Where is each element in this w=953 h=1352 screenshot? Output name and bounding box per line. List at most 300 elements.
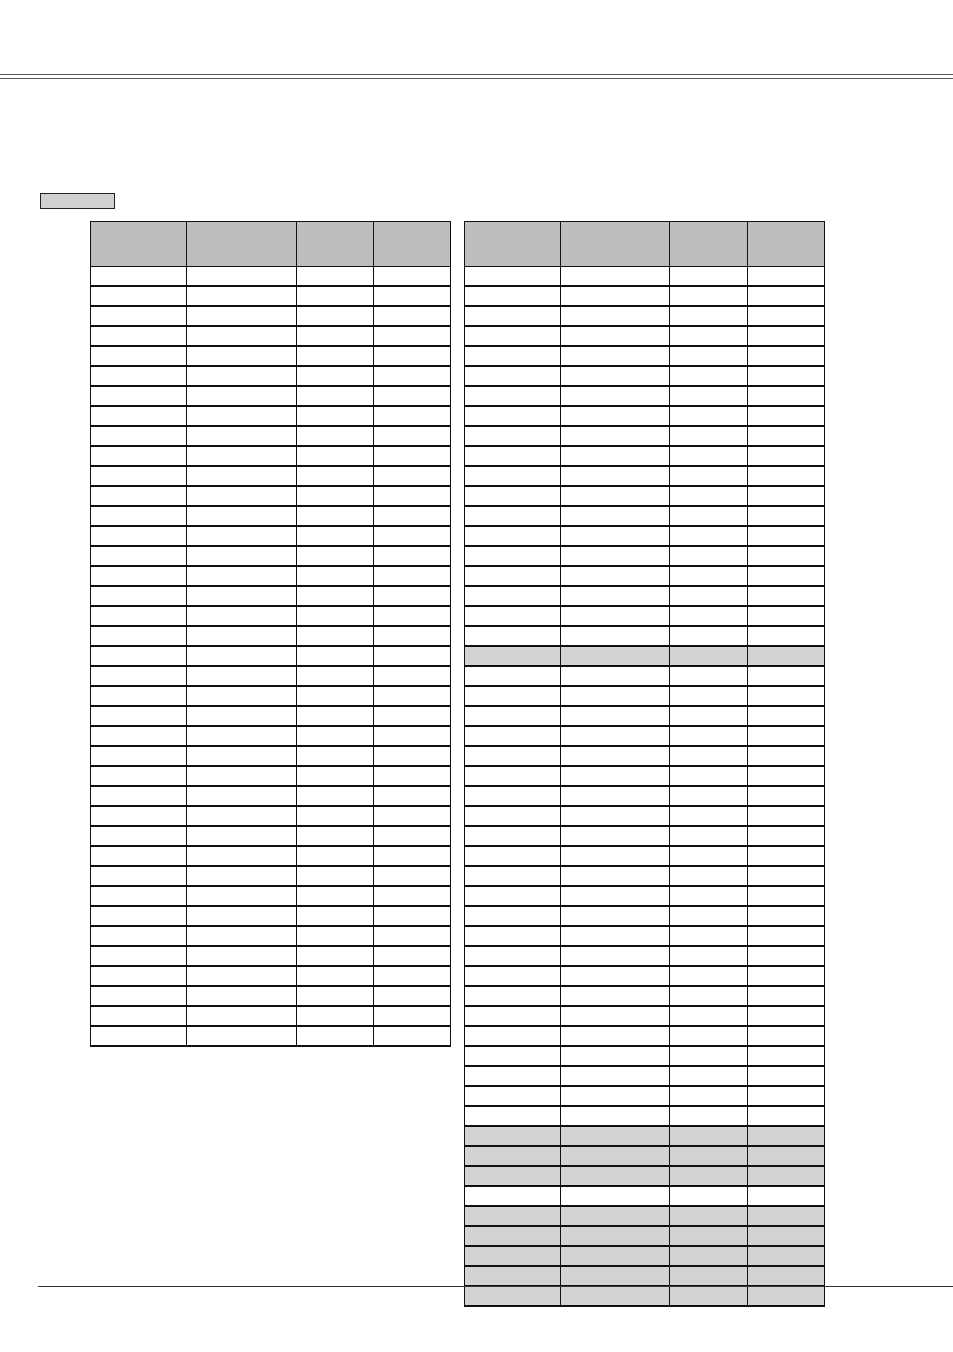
right-table-cell <box>748 906 825 926</box>
right-table-cell <box>670 706 748 726</box>
right-table-cell <box>748 286 825 306</box>
right-table-cell <box>670 1026 748 1046</box>
right-table-cell <box>748 1126 825 1146</box>
left-table-cell <box>297 886 374 906</box>
left-table-cell <box>187 326 297 346</box>
right-table-header <box>465 222 825 267</box>
right-table-row <box>465 1246 825 1266</box>
left-table-cell <box>297 1006 374 1026</box>
right-table-cell <box>748 606 825 626</box>
right-table-cell <box>561 1246 670 1266</box>
right-table-cell <box>748 406 825 426</box>
right-table-cell <box>465 346 561 366</box>
left-table-cell <box>374 366 451 386</box>
left-table-cell <box>91 366 187 386</box>
right-table-cell <box>670 946 748 966</box>
right-table-cell <box>465 1086 561 1106</box>
left-table-cell <box>297 966 374 986</box>
right-table-cell <box>670 1206 748 1226</box>
right-table-cell <box>748 446 825 466</box>
right-table-cell <box>670 1226 748 1246</box>
right-table-row <box>465 1266 825 1286</box>
left-table-cell <box>374 706 451 726</box>
right-table-row <box>465 1126 825 1146</box>
right-table-cell <box>748 1086 825 1106</box>
left-table-cell <box>297 866 374 886</box>
right-table-cell <box>561 826 670 846</box>
right-table-cell <box>561 986 670 1006</box>
left-table-row <box>91 366 451 386</box>
right-table-cell <box>670 1166 748 1186</box>
right-table-cell <box>465 1066 561 1086</box>
right-table-cell <box>561 566 670 586</box>
right-table-cell <box>670 466 748 486</box>
left-table-row <box>91 966 451 986</box>
right-table-cell <box>748 1106 825 1126</box>
right-table-cell <box>670 1146 748 1166</box>
left-table-cell <box>297 726 374 746</box>
left-table-cell <box>374 746 451 766</box>
left-table-row <box>91 486 451 506</box>
left-table-row <box>91 986 451 1006</box>
right-table-cell <box>561 686 670 706</box>
right-table <box>464 221 825 1307</box>
right-table-cell <box>561 326 670 346</box>
left-table-cell <box>187 986 297 1006</box>
left-table-cell <box>91 766 187 786</box>
left-table-row <box>91 726 451 746</box>
left-table-cell <box>91 986 187 1006</box>
right-table-cell <box>465 706 561 726</box>
left-table-row <box>91 506 451 526</box>
right-table-row <box>465 1106 825 1126</box>
right-table-cell <box>561 1186 670 1206</box>
left-table-cell <box>187 446 297 466</box>
left-table-cell <box>374 446 451 466</box>
right-header-cell <box>748 222 825 267</box>
left-table-cell <box>91 706 187 726</box>
right-table-cell <box>748 966 825 986</box>
left-table-cell <box>187 826 297 846</box>
right-table-cell <box>670 726 748 746</box>
right-table-cell <box>670 766 748 786</box>
left-table-cell <box>297 546 374 566</box>
right-table-row <box>465 966 825 986</box>
right-table-cell <box>748 267 825 287</box>
right-table-cell <box>561 646 670 666</box>
right-table-cell <box>670 786 748 806</box>
left-table-cell <box>297 926 374 946</box>
left-table-cell <box>187 267 297 287</box>
left-table-cell <box>187 466 297 486</box>
right-table-cell <box>670 826 748 846</box>
right-table-cell <box>465 1246 561 1266</box>
right-table-cell <box>670 606 748 626</box>
left-table-row <box>91 646 451 666</box>
right-table-cell <box>465 546 561 566</box>
right-table-cell <box>748 846 825 866</box>
right-table-cell <box>465 286 561 306</box>
left-table-cell <box>374 506 451 526</box>
right-table-cell <box>670 506 748 526</box>
right-table-cell <box>561 886 670 906</box>
right-table-cell <box>561 526 670 546</box>
left-table-cell <box>374 326 451 346</box>
left-table-cell <box>91 446 187 466</box>
right-table-cell <box>748 566 825 586</box>
left-table-cell <box>297 346 374 366</box>
left-table-cell <box>297 906 374 926</box>
left-table-cell <box>187 646 297 666</box>
left-table-cell <box>374 586 451 606</box>
right-table-cell <box>465 366 561 386</box>
left-table-cell <box>374 626 451 646</box>
right-table-cell <box>748 1046 825 1066</box>
right-table-cell <box>465 446 561 466</box>
left-table-cell <box>374 906 451 926</box>
left-table-row <box>91 926 451 946</box>
right-table-cell <box>561 406 670 426</box>
right-table-cell <box>670 446 748 466</box>
right-table-cell <box>561 746 670 766</box>
right-table-row <box>465 486 825 506</box>
right-table-cell <box>670 1246 748 1266</box>
right-table-cell <box>465 1046 561 1066</box>
right-table-row <box>465 366 825 386</box>
right-table-cell <box>670 626 748 646</box>
right-table-cell <box>561 846 670 866</box>
right-table-cell <box>561 486 670 506</box>
left-table-cell <box>91 926 187 946</box>
right-table-row <box>465 1046 825 1066</box>
left-table-cell <box>91 466 187 486</box>
right-table-cell <box>670 986 748 1006</box>
left-table-cell <box>187 966 297 986</box>
right-table-row <box>465 766 825 786</box>
left-table-cell <box>187 1026 297 1046</box>
left-table-cell <box>187 546 297 566</box>
right-table-cell <box>748 626 825 646</box>
right-table-cell <box>748 1206 825 1226</box>
left-table-cell <box>187 306 297 326</box>
right-table-cell <box>670 906 748 926</box>
header-rule-upper <box>0 74 953 75</box>
left-table-cell <box>374 766 451 786</box>
right-table-cell <box>670 386 748 406</box>
left-table-cell <box>91 386 187 406</box>
right-table-cell <box>670 1106 748 1126</box>
left-table-cell <box>297 686 374 706</box>
right-table-row <box>465 566 825 586</box>
right-table-cell <box>465 686 561 706</box>
left-table-cell <box>91 326 187 346</box>
right-table-cell <box>465 306 561 326</box>
right-table-cell <box>561 786 670 806</box>
right-table-row <box>465 726 825 746</box>
right-table-cell <box>561 666 670 686</box>
right-table-row <box>465 386 825 406</box>
right-table-cell <box>748 1246 825 1266</box>
right-table-row <box>465 1166 825 1186</box>
right-table-cell <box>748 506 825 526</box>
left-table-cell <box>374 686 451 706</box>
right-table-row <box>465 1226 825 1246</box>
left-table-cell <box>297 826 374 846</box>
right-table-row <box>465 1026 825 1046</box>
right-table-cell <box>561 366 670 386</box>
right-table-row <box>465 746 825 766</box>
right-table-cell <box>670 1086 748 1106</box>
left-table-cell <box>187 926 297 946</box>
left-table-row <box>91 526 451 546</box>
right-table-cell <box>465 267 561 287</box>
right-table-row <box>465 926 825 946</box>
left-table-cell <box>91 746 187 766</box>
left-table-cell <box>297 606 374 626</box>
left-header-cell <box>91 222 187 267</box>
left-table-cell <box>297 626 374 646</box>
left-table-cell <box>297 406 374 426</box>
left-table-cell <box>187 666 297 686</box>
left-table-row <box>91 946 451 966</box>
right-table-cell <box>670 1186 748 1206</box>
left-table-cell <box>187 866 297 886</box>
right-table-row <box>465 1206 825 1226</box>
right-table-cell <box>748 666 825 686</box>
left-table-row <box>91 267 451 287</box>
right-table-cell <box>670 306 748 326</box>
right-table-cell <box>465 746 561 766</box>
right-table-cell <box>748 386 825 406</box>
right-table-cell <box>561 466 670 486</box>
right-table-row <box>465 1006 825 1026</box>
right-table-cell <box>748 1266 825 1286</box>
right-table-cell <box>561 346 670 366</box>
right-table-cell <box>748 786 825 806</box>
right-table-row <box>465 666 825 686</box>
right-table-cell <box>465 1266 561 1286</box>
right-table-row <box>465 326 825 346</box>
left-table-cell <box>297 446 374 466</box>
right-table-cell <box>748 1146 825 1166</box>
left-table-row <box>91 686 451 706</box>
right-table-cell <box>670 267 748 287</box>
right-table-row <box>465 1186 825 1206</box>
right-table-cell <box>670 846 748 866</box>
right-table-cell <box>748 806 825 826</box>
right-table-row <box>465 686 825 706</box>
left-table-row <box>91 286 451 306</box>
left-table-cell <box>374 606 451 626</box>
right-table-cell <box>561 1066 670 1086</box>
right-table-cell <box>670 746 748 766</box>
left-table-row <box>91 1006 451 1026</box>
left-table-cell <box>297 846 374 866</box>
right-table-cell <box>748 986 825 1006</box>
left-table-cell <box>374 966 451 986</box>
left-table-cell <box>374 306 451 326</box>
right-table-row <box>465 426 825 446</box>
left-table-cell <box>91 806 187 826</box>
right-table-cell <box>670 486 748 506</box>
right-table-row <box>465 546 825 566</box>
right-table-cell <box>670 966 748 986</box>
left-table-row <box>91 1026 451 1046</box>
left-table-row <box>91 546 451 566</box>
right-table-cell <box>748 1026 825 1046</box>
left-table-cell <box>187 486 297 506</box>
left-table-cell <box>374 406 451 426</box>
left-table-cell <box>297 326 374 346</box>
right-table-cell <box>748 366 825 386</box>
left-table-cell <box>91 406 187 426</box>
left-table-cell <box>187 366 297 386</box>
left-table-cell <box>297 566 374 586</box>
left-table-row <box>91 806 451 826</box>
left-table-cell <box>187 1006 297 1026</box>
right-table-row <box>465 1066 825 1086</box>
left-table-cell <box>297 1026 374 1046</box>
left-table-cell <box>91 726 187 746</box>
right-table-cell <box>748 646 825 666</box>
right-table-cell <box>670 686 748 706</box>
right-table-row <box>465 1286 825 1306</box>
left-table-cell <box>297 666 374 686</box>
right-table-cell <box>670 866 748 886</box>
right-table-cell <box>561 806 670 826</box>
right-table-cell <box>670 1046 748 1066</box>
left-table-row <box>91 586 451 606</box>
left-table-cell <box>297 386 374 406</box>
right-table-cell <box>465 966 561 986</box>
right-table-cell <box>748 326 825 346</box>
right-table-cell <box>561 1266 670 1286</box>
right-table-cell <box>748 1166 825 1186</box>
right-table-cell <box>561 1086 670 1106</box>
left-table-cell <box>297 306 374 326</box>
right-table-cell <box>561 1106 670 1126</box>
left-table-cell <box>91 606 187 626</box>
left-table-cell <box>91 846 187 866</box>
right-table-cell <box>561 946 670 966</box>
right-table-cell <box>465 426 561 446</box>
right-table-cell <box>670 526 748 546</box>
left-table-cell <box>91 666 187 686</box>
left-table-cell <box>91 426 187 446</box>
left-table-cell <box>187 706 297 726</box>
right-table-cell <box>465 566 561 586</box>
right-table-cell <box>561 1286 670 1306</box>
left-table-cell <box>187 586 297 606</box>
right-table-cell <box>465 946 561 966</box>
left-table-row <box>91 766 451 786</box>
left-table-cell <box>374 986 451 1006</box>
right-table-cell <box>748 1286 825 1306</box>
right-table-cell <box>748 526 825 546</box>
left-table-cell <box>374 426 451 446</box>
right-table-cell <box>465 1126 561 1146</box>
header-rule-lower <box>0 78 953 79</box>
right-table-cell <box>561 1166 670 1186</box>
left-table-cell <box>91 786 187 806</box>
right-table-cell <box>561 1026 670 1046</box>
left-table-row <box>91 346 451 366</box>
left-table-cell <box>91 526 187 546</box>
left-table-cell <box>374 546 451 566</box>
right-table-cell <box>465 1206 561 1226</box>
right-table-cell <box>748 346 825 366</box>
right-table-cell <box>561 706 670 726</box>
left-table-row <box>91 326 451 346</box>
right-table-row <box>465 706 825 726</box>
left-table-row <box>91 426 451 446</box>
right-header-cell <box>465 222 561 267</box>
right-table-cell <box>561 1226 670 1246</box>
right-table-cell <box>465 866 561 886</box>
left-table-header <box>91 222 451 267</box>
right-table-cell <box>670 886 748 906</box>
right-table-cell <box>748 546 825 566</box>
right-table-cell <box>465 1226 561 1246</box>
right-table-cell <box>465 586 561 606</box>
left-table-cell <box>187 426 297 446</box>
right-table-row <box>465 526 825 546</box>
right-table-cell <box>670 546 748 566</box>
right-table-row <box>465 806 825 826</box>
right-table-cell <box>748 926 825 946</box>
right-table-cell <box>561 626 670 646</box>
right-table-cell <box>561 1046 670 1066</box>
left-table-cell <box>297 766 374 786</box>
left-table-row <box>91 306 451 326</box>
right-table-cell <box>561 386 670 406</box>
left-table-cell <box>374 466 451 486</box>
left-table-cell <box>187 386 297 406</box>
left-table-cell <box>187 286 297 306</box>
right-table-cell <box>561 1006 670 1026</box>
left-table-cell <box>374 1026 451 1046</box>
left-table-cell <box>91 546 187 566</box>
left-table-cell <box>374 846 451 866</box>
left-table-row <box>91 406 451 426</box>
right-table-cell <box>465 626 561 646</box>
right-table-cell <box>465 1006 561 1026</box>
left-table-cell <box>187 906 297 926</box>
left-header-cell <box>374 222 451 267</box>
right-table-cell <box>465 1106 561 1126</box>
right-table-cell <box>465 1186 561 1206</box>
right-table-cell <box>465 886 561 906</box>
right-table-cell <box>561 426 670 446</box>
left-table-cell <box>374 267 451 287</box>
left-table-cell <box>374 946 451 966</box>
left-table-row <box>91 446 451 466</box>
right-table-cell <box>670 1066 748 1086</box>
right-table-cell <box>748 826 825 846</box>
right-table-cell <box>670 646 748 666</box>
left-table-cell <box>374 1006 451 1026</box>
left-table-cell <box>91 866 187 886</box>
right-table-row <box>465 306 825 326</box>
left-table-cell <box>297 706 374 726</box>
left-table-row <box>91 846 451 866</box>
right-table-row <box>465 506 825 526</box>
right-table-cell <box>561 726 670 746</box>
right-table-cell <box>748 1226 825 1246</box>
left-table-row <box>91 866 451 886</box>
left-table-cell <box>297 586 374 606</box>
right-table-cell <box>748 706 825 726</box>
